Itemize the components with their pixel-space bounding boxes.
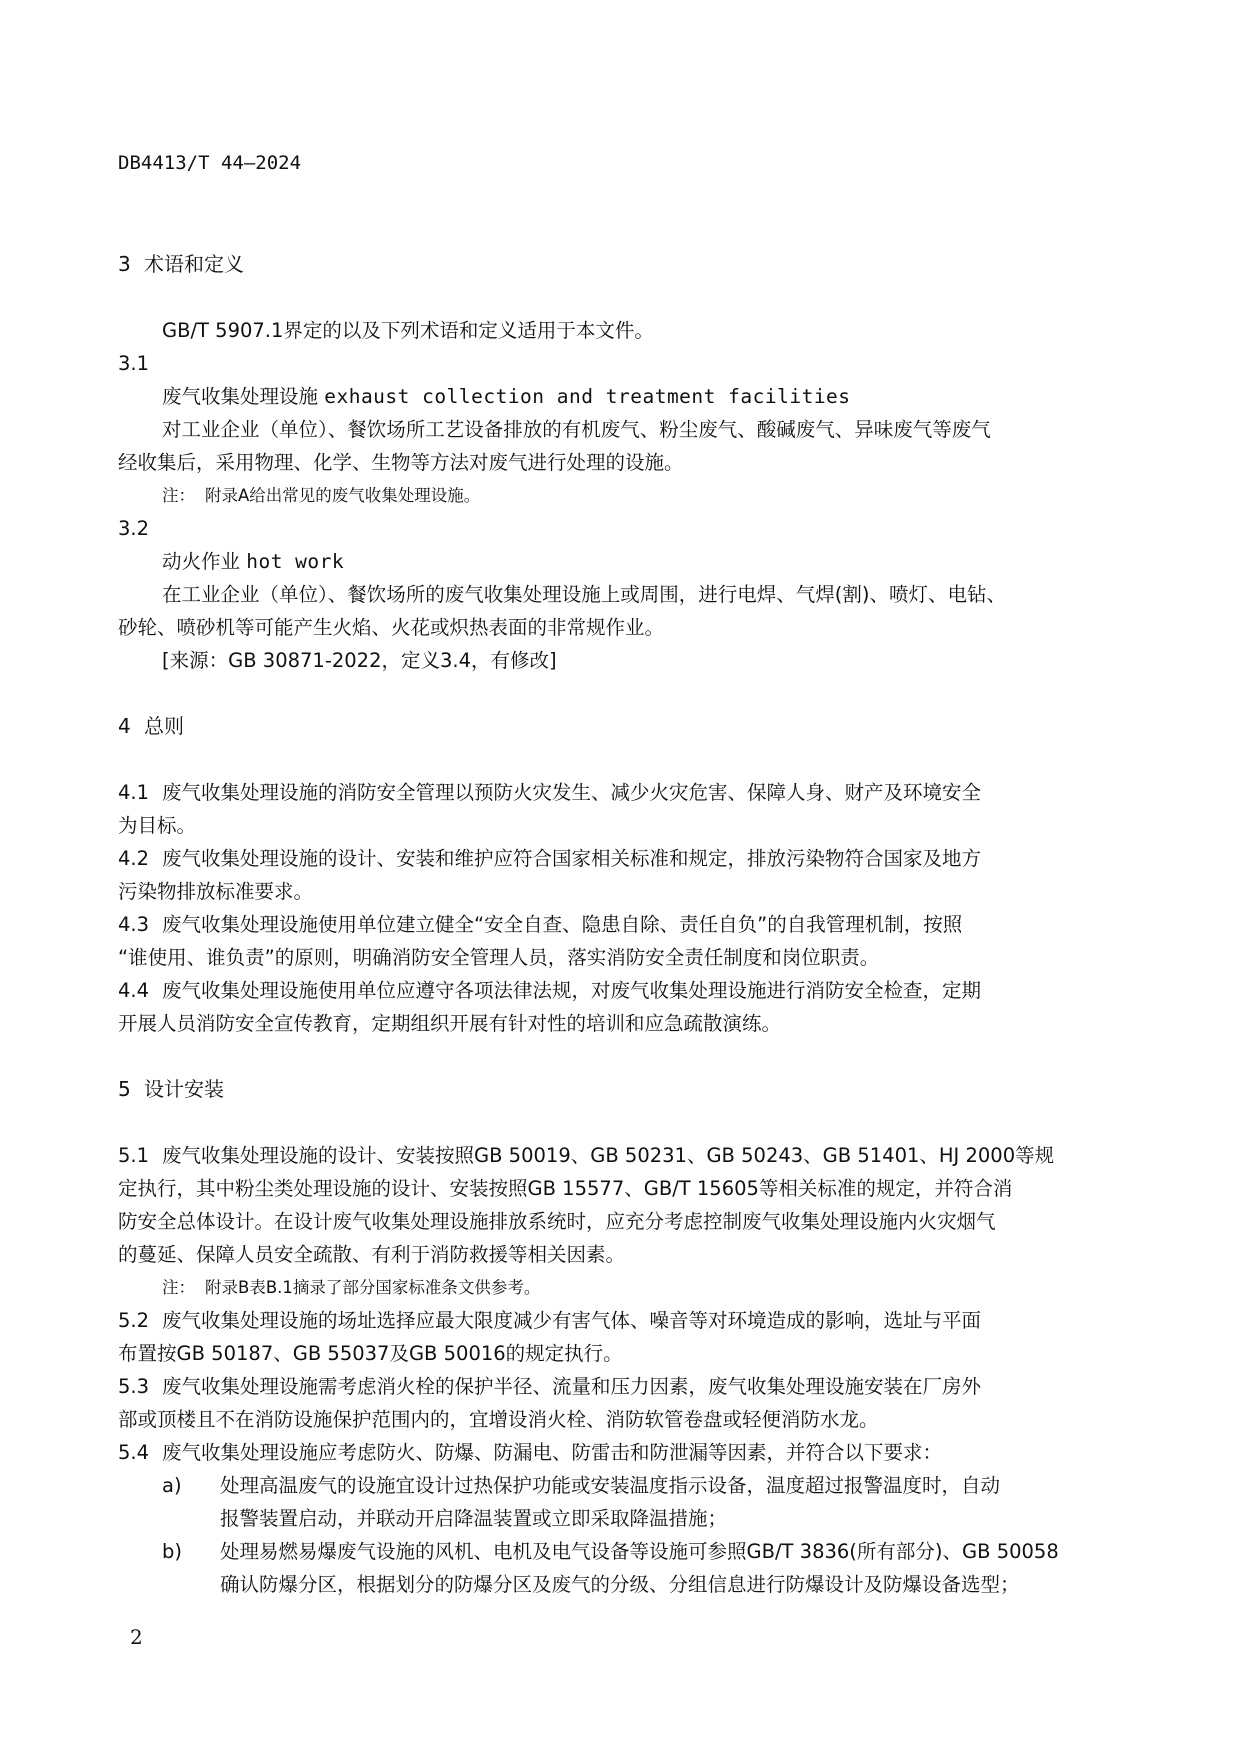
clause-5-2-line-2: 布置按GB 50187、GB 55037及GB 50016的规定执行。 <box>118 1342 623 1365</box>
document-body <box>118 248 1096 1601</box>
section-number: 5 <box>118 1077 131 1101</box>
term-3-2-definition-line-2: 砂轮、喷砂机等可能产生火焰、火花或炽热表面的非常规作业。 <box>118 616 665 639</box>
term-3-2-number: 3.2 <box>118 517 150 540</box>
note-text: 附录A给出常见的废气收集处理设施。 <box>205 486 481 505</box>
clause-5-1-line-4: 的蔓延、保障人员安全疏散、有利于消防救援等相关因素。 <box>118 1243 626 1266</box>
section-3-intro: GB/T 5907.1界定的以及下列术语和定义适用于本文件。 <box>162 319 654 342</box>
term-3-1-definition-line-1: 对工业企业（单位）、餐饮场所工艺设备排放的有机废气、粉尘废气、酸碱废气、异味废气等废气 <box>162 418 991 441</box>
section-5-heading <box>118 1073 1096 1106</box>
clause-number: 5.3 <box>118 1375 150 1398</box>
clause-4-3-line-1: 4.3 废气收集处理设施使用单位建立健全“安全自查、隐患自除、责任自负”的自我管理机制，按照 <box>118 908 1096 941</box>
clause-5-1-line-1: 5.1 废气收集处理设施的设计、安装按照GB 50019、GB 50231、GB 50243、GB 51401、HJ 2000等规 <box>118 1139 1096 1172</box>
section-title: 总则 <box>144 714 184 738</box>
section-title: 术语和定义 <box>144 252 244 276</box>
section-title: 设计安装 <box>144 1077 224 1101</box>
list-marker: b) <box>162 1540 182 1563</box>
list-item-a-line-1: a) 处理高温废气的设施宜设计过热保护功能或安装温度指示设备，温度超过报警温度时，自动 <box>118 1469 1096 1502</box>
clause-number: 5.1 <box>118 1144 150 1167</box>
section-number: 3 <box>118 252 131 276</box>
clause-4-3-line-2: “谁使用、谁负责”的原则，明确消防安全管理人员，落实消防安全责任制度和岗位职责。 <box>118 946 880 969</box>
clause-4-1-line-1: 4.1 废气收集处理设施的消防安全管理以预防火灾发生、减少火灾危害、保障人身、财产及环境安全 <box>118 776 1096 809</box>
clause-number: 4.2 <box>118 847 150 870</box>
note-label: 注： <box>162 1278 195 1297</box>
clause-5-3-line-1: 5.3 废气收集处理设施需考虑消火栓的保护半径、流量和压力因素，废气收集处理设施安装在厂房外 <box>118 1370 1096 1403</box>
clause-5-1-line-3: 防安全总体设计。在设计废气收集处理设施排放系统时，应充分考虑控制废气收集处理设施内火灾烟气 <box>118 1210 996 1233</box>
term-en: hot work <box>246 550 345 573</box>
note-label: 注： <box>162 486 195 505</box>
note-text: 附录B表B.1摘录了部分国家标准条文供参考。 <box>205 1278 541 1297</box>
section-number: 4 <box>118 714 131 738</box>
document-code: DB4413/T 44—2024 <box>118 152 302 174</box>
term-en: exhaust collection and treatment facilities <box>324 385 851 408</box>
clause-5-1-line-2: 定执行，其中粉尘类处理设施的设计、安装按照GB 15577、GB/T 15605等相关标准的规定，并符合消 <box>118 1177 1013 1200</box>
clause-4-4-line-2: 开展人员消防安全宣传教育，定期组织开展有针对性的培训和应急疏散演练。 <box>118 1012 782 1035</box>
clause-number: 4.4 <box>118 979 150 1002</box>
clause-5-2-line-1: 5.2 废气收集处理设施的场址选择应最大限度减少有害气体、噪音等对环境造成的影响，选址与平面 <box>118 1304 1096 1337</box>
clause-5-1-note <box>118 1271 1096 1304</box>
term-3-2-title <box>118 545 1096 578</box>
term-zh: 废气收集处理设施 <box>162 385 319 408</box>
list-item-b-line-2: 确认防爆分区，根据划分的防爆分区及废气的分级、分组信息进行防爆设计及防爆设备选型； <box>220 1573 1020 1596</box>
list-item-a-line-2: 报警装置启动，并联动开启降温装置或立即采取降温措施； <box>220 1507 728 1530</box>
clause-4-2-line-2: 污染物排放标准要求。 <box>118 880 314 903</box>
term-3-1-title <box>118 380 1096 413</box>
term-3-1-definition-line-2: 经收集后，采用物理、化学、生物等方法对废气进行处理的设施。 <box>118 451 684 474</box>
clause-number: 5.4 <box>118 1441 150 1464</box>
term-3-1-number: 3.1 <box>118 352 150 375</box>
section-4-heading <box>118 710 1096 743</box>
clause-5-3-line-2: 部或顶楼且不在消防设施保护范围内的，宜增设消火栓、消防软管卷盘或轻便消防水龙。 <box>118 1408 879 1431</box>
list-item-b-line-1: b) 处理易燃易爆废气设施的风机、电机及电气设备等设施可参照GB/T 3836(所有部分)、GB 50058 <box>118 1535 1096 1568</box>
clause-number: 4.3 <box>118 913 150 936</box>
term-3-1-note <box>118 479 1096 512</box>
page-number: 2 <box>130 1625 143 1649</box>
clause-number: 4.1 <box>118 781 150 804</box>
term-3-2-definition-line-1: 在工业企业（单位）、餐饮场所的废气收集处理设施上或周围，进行电焊、气焊(割)、喷灯、电钻、 <box>162 583 1006 606</box>
clause-5-4-line-1: 5.4 废气收集处理设施应考虑防火、防爆、防漏电、防雷击和防泄漏等因素，并符合以下要求： <box>118 1436 1096 1469</box>
clause-4-4-line-1: 4.4 废气收集处理设施使用单位应遵守各项法律法规，对废气收集处理设施进行消防安全检查，定期 <box>118 974 1096 1007</box>
term-3-2-source: [来源：GB 30871-2022，定义3.4，有修改] <box>162 649 557 672</box>
term-zh: 动火作业 <box>162 550 241 573</box>
clause-4-1-line-2: 为目标。 <box>118 814 197 837</box>
list-marker: a) <box>162 1474 182 1497</box>
clause-4-2-line-1: 4.2 废气收集处理设施的设计、安装和维护应符合国家相关标准和规定，排放污染物符合国家及地方 <box>118 842 1096 875</box>
clause-number: 5.2 <box>118 1309 150 1332</box>
section-3-heading <box>118 248 1096 281</box>
